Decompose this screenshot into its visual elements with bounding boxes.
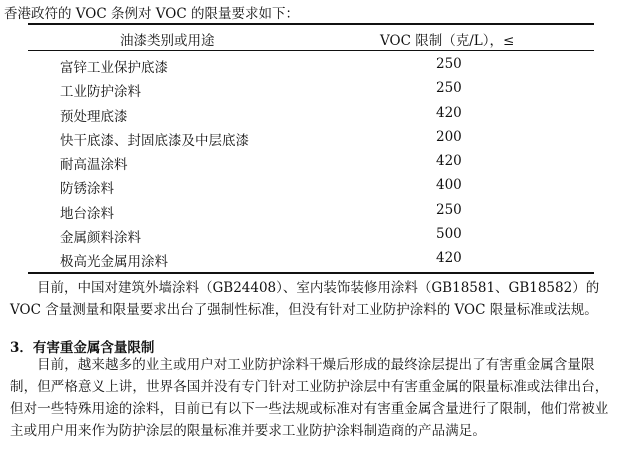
row-category: 极高光金属用涂料 [60,254,168,271]
row-voc-value: 500 [436,226,462,243]
row-voc-value: 250 [436,56,462,72]
table-row [0,222,622,246]
intro-text: 香港政符的 VOC 条例对 VOC 的限量要求如下： [4,6,299,22]
row-category: 金属颜料涂料 [60,230,141,247]
row-voc-value: 400 [436,177,462,194]
table-row [0,149,622,173]
table-row [0,198,622,222]
row-voc-value: 200 [436,128,462,145]
row-voc-value: 250 [436,80,462,97]
row-category: 富锌工业保护底漆 [60,60,168,76]
table-bottom-rule [28,272,594,274]
table-row [0,52,622,76]
row-voc-value: 420 [436,104,462,121]
section-heading-heavy-metals: 3．有害重金属含量限制 [10,340,155,356]
row-voc-value: 250 [436,201,462,218]
row-category: 防锈涂料 [60,181,114,198]
table-row [0,173,622,197]
table-row [0,101,622,125]
voc-limit-table-body [0,52,622,271]
row-category: 工业防护涂料 [60,84,141,101]
table-header-rule [28,50,594,51]
table-header-category: 油漆类别或用途 [120,33,215,49]
row-category: 快干底漆、封固底漆及中层底漆 [60,132,249,149]
table-top-rule [28,23,594,25]
row-voc-value: 420 [436,250,462,267]
table-header-voc-limit: VOC 限制（克/L），≤ [380,33,515,49]
row-category: 预处理底漆 [60,108,128,125]
row-category: 耐高温涂料 [60,157,128,174]
paragraph-china-standards: 目前，中国对建筑外墙涂料（GB24408）、室内装饰装修用涂料（GB18581、GB18582）的 VOC 含量测量和限量要求出台了强制性标准，但没有针对工业防护涂料的 VOC 限量标准或法规。 [10,280,600,318]
table-row [0,246,622,270]
row-category: 地台涂料 [60,205,114,222]
paragraph-heavy-metal-limits: 目前，越来越多的业主或用户对工业防护涂料干燥后形成的最终涂层提出了有害重金属含量限制，但严格意义上讲，世界各国并没有专门针对工业防护涂层中有害重金属的限量标准或法律出台，但对一些特殊用途的涂料，目前已有以下一些法规或标准对有害重金属含量进行了限制，他们常被业主或用户用来作为防护涂层的限量标准并要求工业防护涂料制造商的产品满足。 [10,357,609,439]
table-row [0,76,622,100]
table-row [0,125,622,149]
row-voc-value: 420 [436,153,462,170]
